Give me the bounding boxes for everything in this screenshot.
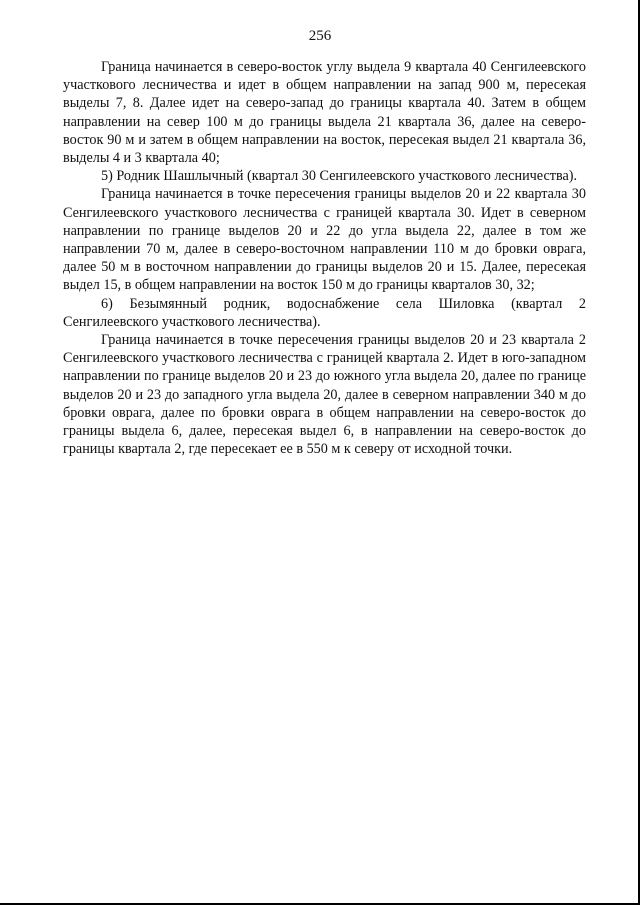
document-body <box>63 58 586 458</box>
paragraph-item-5-heading: 5) Родник Шашлычный (квартал 30 Сенгилеевского участкового лесничества). <box>101 168 578 185</box>
page-number: 256 <box>308 28 332 44</box>
paragraph-boundary-quarter-40: Граница начинается в северо-восток углу выдела 9 квартала 40 Сенгилеевского участкового лесничества и идет в общем направлении на запад 900 м, пересекая выделы 7, 8. Далее идет на северо-запад до границы квартала 40. Затем в общем направлении на север 100 м до границы выдела 21 квартала 36, далее на северо-восток 90 м и затем в общем направлении на восток, пересекая выдел 21 квартала 36, выделы 4 и 3 квартала 40; <box>63 59 586 167</box>
paragraph-boundary-quarter-30: Граница начинается в точке пересечения границы выделов 20 и 22 квартала 30 Сенгилеевского участкового лесничества с границей квартала 30. Идет в северном направлении по границе выделов 20 и 22 до угла выдела 22, далее в том же направлении 70 м, далее в северо-восточном направлении 110 м до бровки оврага, далее 50 м в восточном направлении до границы выделов 20 и 15. Далее, пересекая выдел 15, в общем направлении на восток 150 м до границы кварталов 30, 32; <box>63 186 586 294</box>
paragraph-boundary-quarter-2: Граница начинается в точке пересечения границы выделов 20 и 23 квартала 2 Сенгилеевского участкового лесничества с границей квартала 2. Идет в юго-западном направлении по границе выделов 20 и 23 до южного угла выдела 20, далее по границе выделов 20 и 23 до западного угла выдела 20, далее в северном направлении 340 м до бровки оврага, далее по бровки оврага в общем направлении на северо-восток до границы выдела 6, далее, пересекая выдел 6, в направлении на северо-восток до границы квартала 2, где пересекает ее в 550 м к северу от исходной точки. <box>63 332 586 458</box>
paragraph-item-6-heading: 6) Безымянный родник, водоснабжение села Шиловка (квартал 2 Сенгилеевского участкового лесничества). <box>63 295 586 330</box>
